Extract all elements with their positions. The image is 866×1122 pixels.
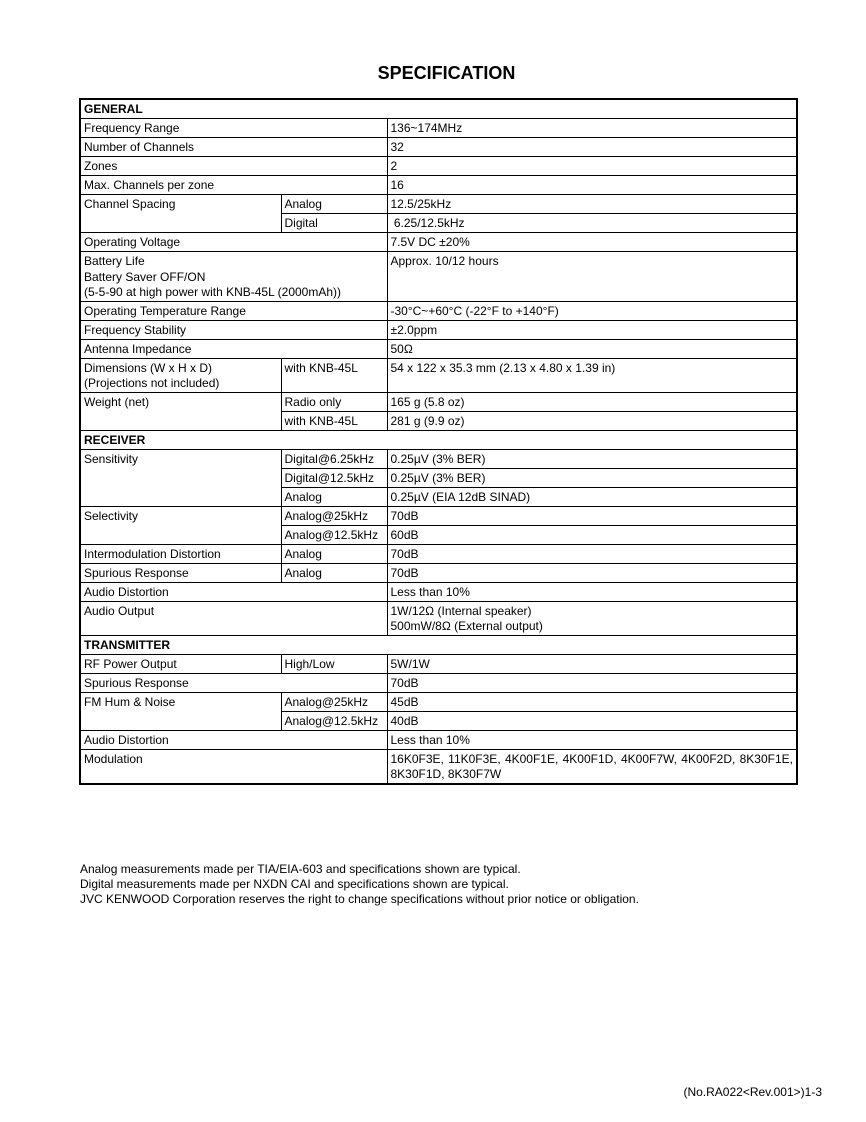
spec-label: Audio Output [80,601,387,635]
table-row [80,749,797,784]
table-row [80,544,797,563]
spec-label: Sensitivity [80,449,281,506]
spec-value: 60dB [387,525,797,544]
spec-condition: with KNB-45L [281,358,387,392]
footnote: Analog measurements made per TIA/EIA-603 and specifications shown are typical. [80,862,521,876]
spec-value: 281 g (9.9 oz) [387,411,797,430]
spec-condition: Radio only [281,392,387,411]
spec-value: 7.5V DC ±20% [387,233,797,252]
spec-condition: Digital@12.5kHz [281,468,387,487]
spec-value: 5W/1W [387,654,797,673]
table-row [80,673,797,692]
page-title: SPECIFICATION [377,63,516,83]
spec-condition: Analog@25kHz [281,692,387,711]
spec-value: 0.25µV (3% BER) [387,449,797,468]
table-row [80,392,797,411]
section-heading: RECEIVER [80,430,797,449]
spec-condition: Digital@6.25kHz [281,449,387,468]
spec-value: 1W/12Ω (Internal speaker) 500mW/8Ω (External output) [387,601,797,635]
table-row [80,563,797,582]
spec-condition: Digital [281,214,387,233]
spec-label: Weight (net) [80,392,281,430]
spec-label: Spurious Response [80,673,387,692]
table-row [80,358,797,392]
table-row [80,195,797,214]
spec-label: Number of Channels [80,138,387,157]
spec-value: 50Ω [387,339,797,358]
spec-value: 136~174MHz [387,119,797,138]
spec-label: Audio Distortion [80,582,387,601]
spec-label: Selectivity [80,506,281,544]
spec-value: Approx. 10/12 hours [387,252,797,302]
spec-value: ±2.0ppm [387,320,797,339]
spec-label: Zones [80,157,387,176]
table-row [80,339,797,358]
table-row [80,449,797,468]
section-header-row [80,430,797,449]
spec-condition: Analog@12.5kHz [281,711,387,730]
spec-value: 0.25µV (EIA 12dB SINAD) [387,487,797,506]
spec-label: Max. Channels per zone [80,176,387,195]
section-header-row [80,99,797,119]
table-row [80,582,797,601]
spec-label: Dimensions (W x H x D) (Projections not included) [80,358,281,392]
spec-label: Battery Life Battery Saver OFF/ON (5-5-90 at high power with KNB-45L (2000mAh)) [80,252,387,302]
spec-label: Intermodulation Distortion [80,544,281,563]
spec-value: 70dB [387,673,797,692]
spec-value: 32 [387,138,797,157]
spec-value: 6.25/12.5kHz [387,214,797,233]
spec-value: 16K0F3E, 11K0F3E, 4K00F1E, 4K00F1D, 4K00F7W, 4K00F2D, 8K30F1E, 8K30F1D, 8K30F7W [387,749,797,784]
table-row [80,730,797,749]
spec-label: Frequency Stability [80,320,387,339]
spec-condition: Analog@25kHz [281,506,387,525]
table-row [80,157,797,176]
table-row [80,252,797,302]
table-row [80,692,797,711]
table-row [80,506,797,525]
table-row [80,176,797,195]
spec-value: 2 [387,157,797,176]
table-row [80,654,797,673]
spec-value: Less than 10% [387,730,797,749]
footnotes [80,862,639,907]
spec-condition: Analog [281,563,387,582]
spec-value: 165 g (5.8 oz) [387,392,797,411]
spec-label: Antenna Impedance [80,339,387,358]
page-number: (No.RA022<Rev.001>)1-3 [683,1085,822,1099]
spec-label: Operating Voltage [80,233,387,252]
spec-condition: Analog [281,195,387,214]
spec-label: Frequency Range [80,119,387,138]
table-row [80,601,797,635]
table-row [80,138,797,157]
table-row [80,233,797,252]
spec-label: Channel Spacing [80,195,281,233]
section-heading: GENERAL [80,99,797,119]
table-row [80,301,797,320]
spec-label: RF Power Output [80,654,281,673]
spec-value: 0.25µV (3% BER) [387,468,797,487]
spec-value: Less than 10% [387,582,797,601]
spec-condition: with KNB-45L [281,411,387,430]
spec-value: 12.5/25kHz [387,195,797,214]
spec-value: 45dB [387,692,797,711]
table-row [80,119,797,138]
spec-label: Modulation [80,749,387,784]
spec-condition: Analog@12.5kHz [281,525,387,544]
spec-label: FM Hum & Noise [80,692,281,730]
spec-label: Audio Distortion [80,730,387,749]
table-row [80,320,797,339]
spec-value: 54 x 122 x 35.3 mm (2.13 x 4.80 x 1.39 in) [387,358,797,392]
spec-label: Operating Temperature Range [80,301,387,320]
footnote: JVC KENWOOD Corporation reserves the right to change specifications without prior notice or obligation. [80,892,639,906]
spec-value: 16 [387,176,797,195]
spec-value: 40dB [387,711,797,730]
section-heading: TRANSMITTER [80,635,797,654]
footnote: Digital measurements made per NXDN CAI and specifications shown are typical. [80,877,509,891]
spec-value: -30°C~+60°C (-22°F to +140°F) [387,301,797,320]
specification-table [79,98,798,785]
spec-condition: Analog [281,544,387,563]
spec-condition: High/Low [281,654,387,673]
spec-value: 70dB [387,563,797,582]
spec-value: 70dB [387,506,797,525]
spec-label: Spurious Response [80,563,281,582]
section-header-row [80,635,797,654]
spec-condition: Analog [281,487,387,506]
spec-value: 70dB [387,544,797,563]
